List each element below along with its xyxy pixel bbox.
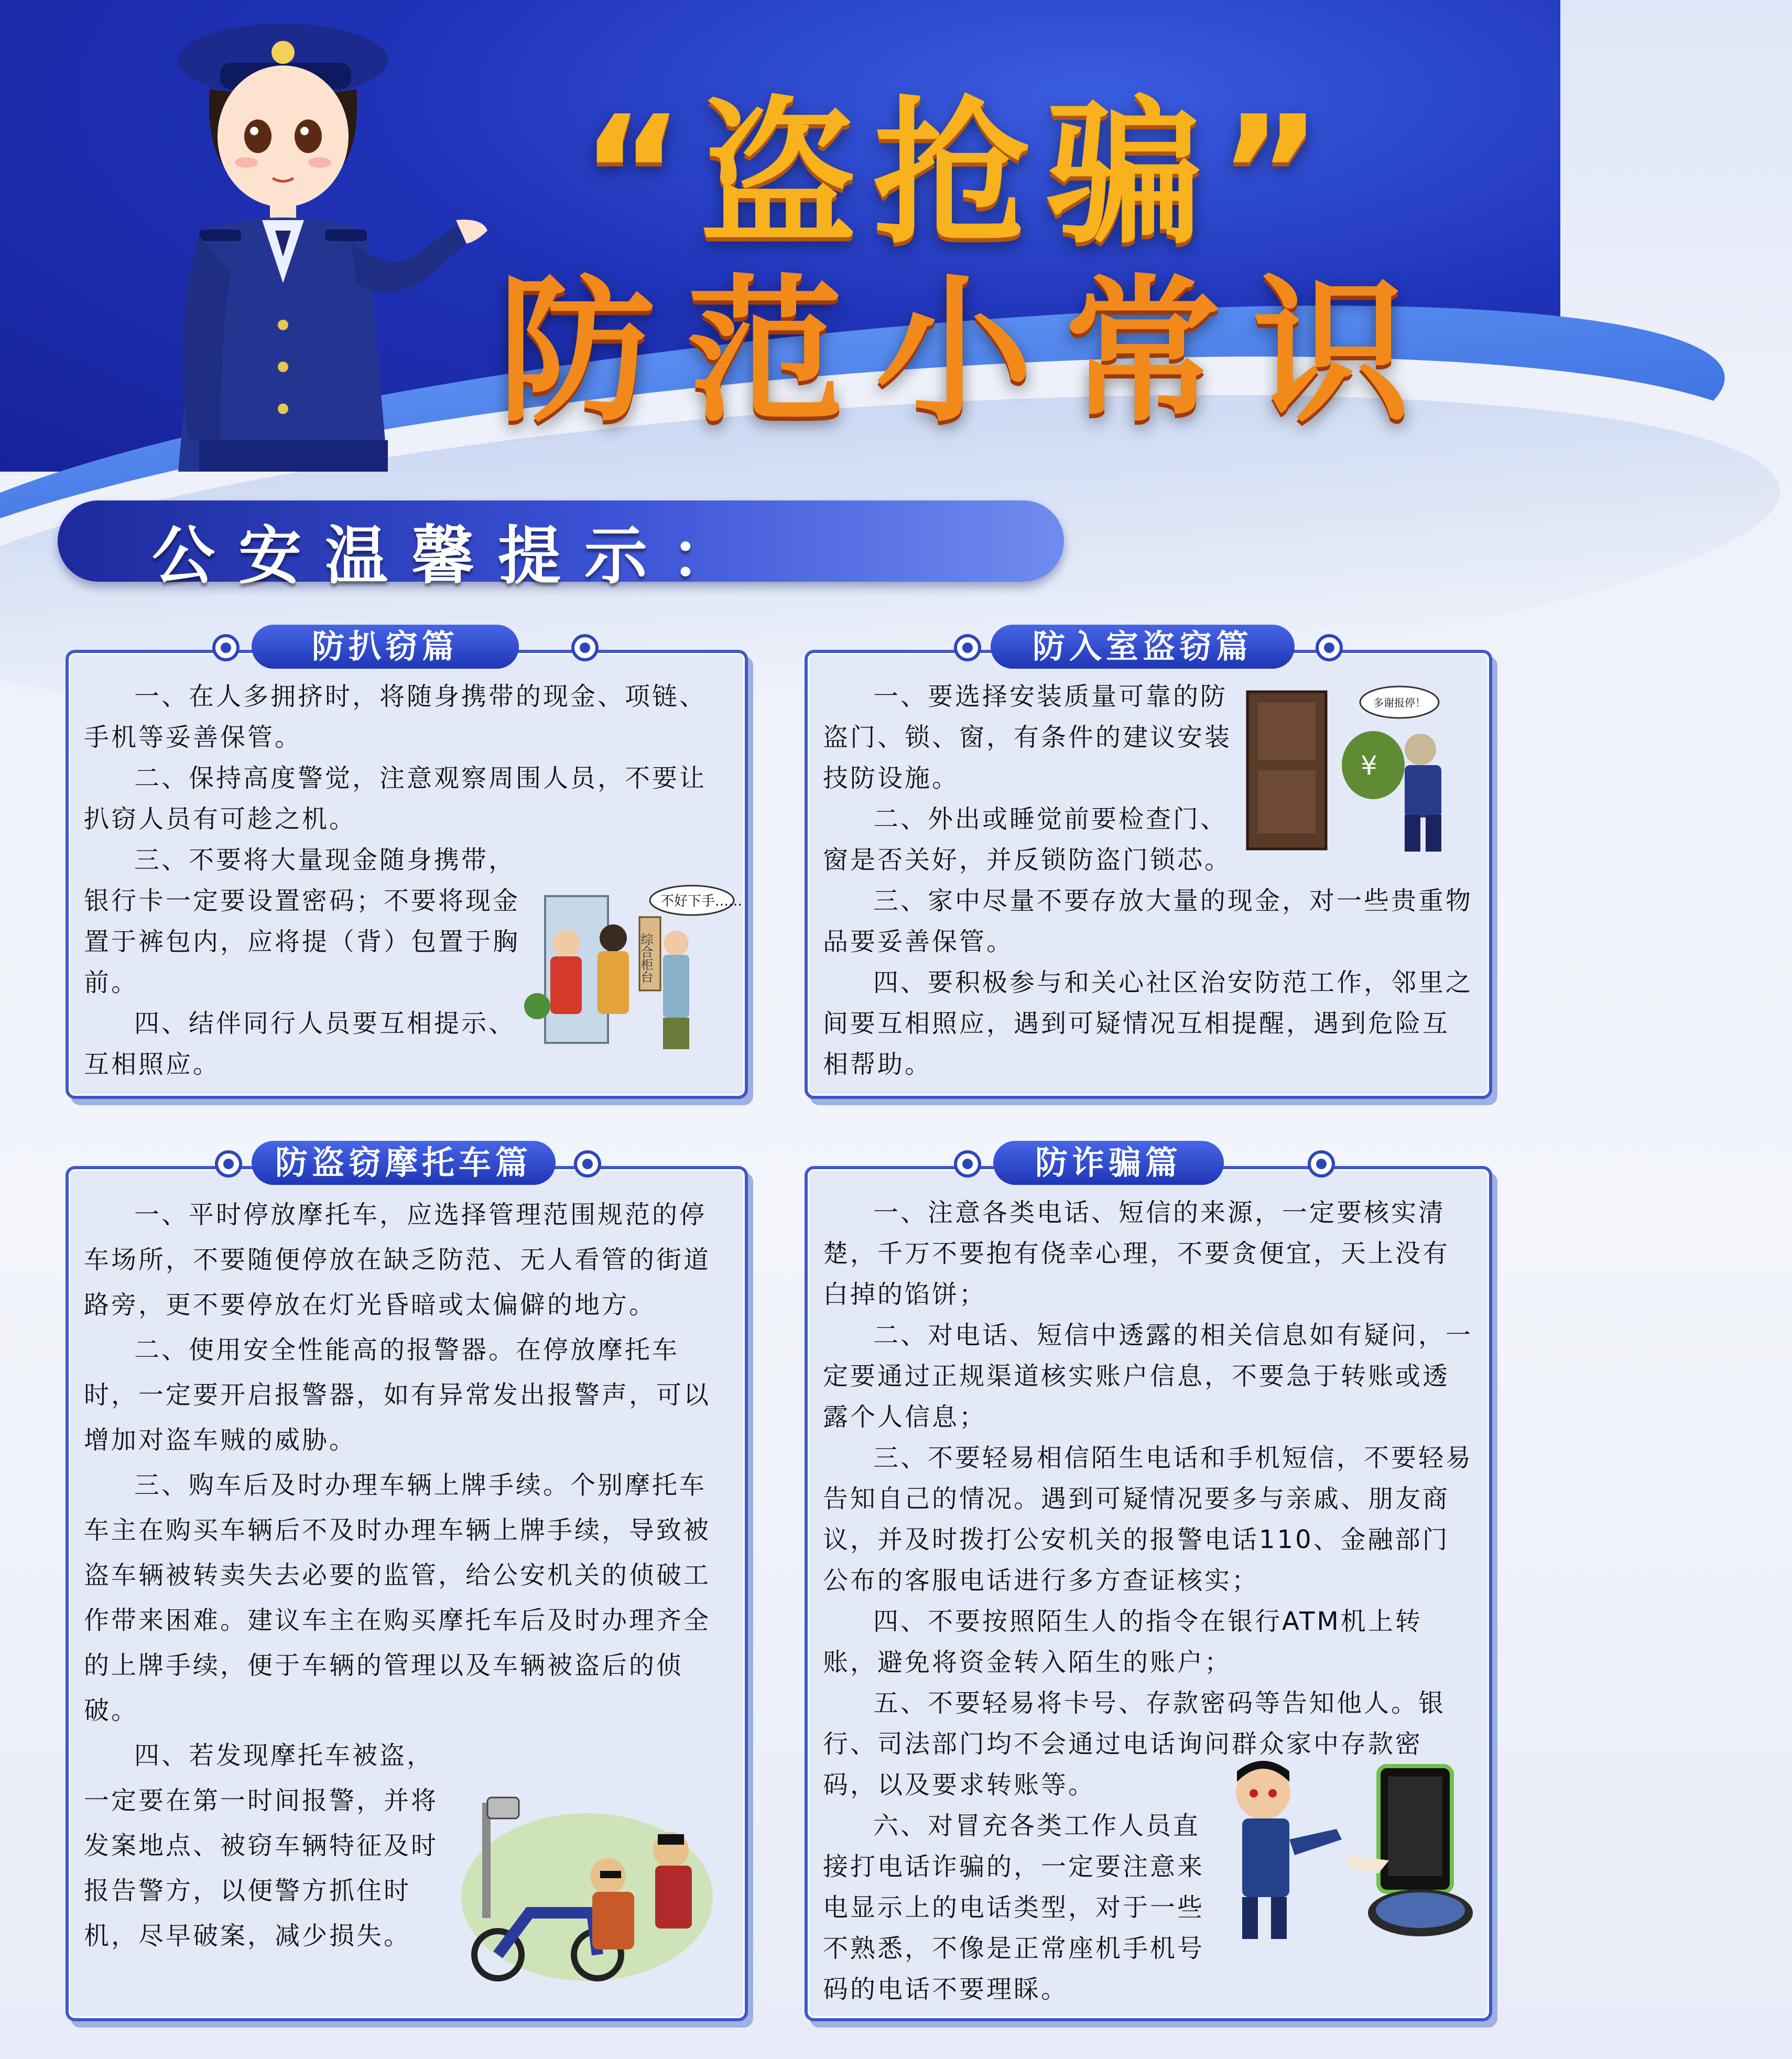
ring-ornament-icon xyxy=(954,1150,981,1178)
burglar-illustration xyxy=(1237,681,1478,859)
list-item: 三、购车后及时办理车辆上牌手续。个别摩托车车主在购买车辆后不及时办理车辆上牌手续，导致被盗车辆被转卖失去必要的监管，给公安机关的侦破工作带来困难。建议车主在购买摩托车后及时办理齐全的上牌手续，便于车辆的管理以及车辆被盗后的侦破。 xyxy=(84,1470,711,1725)
bubble-text: 多谢报停！ xyxy=(1373,696,1426,709)
list-item: 五、不要轻易将卡号、存款密码等告知他人。银行、司法部门均不会通过电话询问群众家中存款密码，以及要求转账等。 xyxy=(823,1688,1446,1800)
counter-sign-text: 综合柜台 xyxy=(638,933,653,983)
list-item: 二、对电话、短信中透露的相关信息如有疑问，一定要通过正规渠道核实账户信息，不要急于转账或透露个人信息； xyxy=(823,1321,1473,1432)
header xyxy=(0,0,1560,472)
list-item: 一、在人多拥挤时，将随身携带的现金、项链、手机等妥善保管。 xyxy=(84,682,707,752)
list-item: 四、不要按照陌生人的指令在银行ATM机上转账，避免将资金转入陌生的账户； xyxy=(823,1607,1422,1677)
phone-fraud-illustration xyxy=(1221,1756,1478,1944)
list-item-text: 三、不要将大量现金随身携带，银行卡一定要设置密码；不要将现金置于裤包内，应将提（背）包置于胸前。 xyxy=(84,845,520,997)
list-item: 二、外出或睡觉前要检查门、窗是否关好，并反锁防盗门锁芯。 xyxy=(823,804,1232,875)
ring-ornament-icon xyxy=(574,1150,601,1178)
list-item: 二、使用安全性能高的报警器。在停放摩托车时，一定要开启报警器，如有异常发出报警声，可以增加对盗车贼的威胁。 xyxy=(84,1335,711,1455)
panel-title-fraud: 防诈骗篇 xyxy=(993,1141,1224,1185)
panel-title-pickpocket: 防扒窃篇 xyxy=(252,625,519,669)
panel-title-burglary: 防入室盗窃篇 xyxy=(991,625,1295,669)
list-item: 一、平时停放摩托车，应选择管理范围规范的停车场所，不要随便停放在缺乏防范、无人看管的街道路旁，更不要停放在灯光昏暗或太偏僻的地方。 xyxy=(84,1200,711,1320)
police-officer-illustration xyxy=(142,10,487,472)
pickpocket-illustration xyxy=(529,880,743,1059)
bubble-text: 不好下手…… xyxy=(660,894,743,909)
poster-title-line1: “盗抢骗” xyxy=(580,82,1338,265)
list-item: 三、不要轻易相信陌生电话和手机短信，不要轻易告知自己的情况。遇到可疑情况要多与亲戚、朋友商议，并及时拨打公安机关的报警电话110、金融部门公布的客服电话进行多方查证核实； xyxy=(823,1443,1473,1595)
ring-ornament-icon xyxy=(212,634,240,661)
list-item: 四、若发现摩托车被盗，一定要在第一时间报警，并将发案地点、被窃车辆特征及时报告警方，以便警方抓住时机，尽早破案，减少损失。 xyxy=(84,1741,439,1951)
svg-text:¥: ¥ xyxy=(1361,750,1377,781)
ring-ornament-icon xyxy=(215,1150,242,1178)
list-item: 三、家中尽量不要存放大量的现金，对一些贵重物品要妥善保管。 xyxy=(823,886,1473,956)
list-item: 二、保持高度警觉，注意观察周围人员，不要让扒窃人员有可趁之机。 xyxy=(84,764,707,834)
ring-ornament-icon xyxy=(1316,634,1343,661)
tips-banner xyxy=(58,500,1064,593)
list-item: 四、要积极参与和关心社区治安防范工作，邻里之间要互相照应，遇到可疑情况互相提醒，遇到危险互相帮助。 xyxy=(823,968,1473,1079)
ring-ornament-icon xyxy=(1308,1150,1335,1178)
tips-banner-label: 公安温馨提示： xyxy=(152,520,757,593)
list-item: 六、对冒充各类工作人员直接打电话诈骗的，一定要注意来电显示上的电话类型，对于一些不熟悉，不像是正常座机手机号码的电话不要理睬。 xyxy=(823,1811,1205,2004)
ring-ornament-icon xyxy=(954,634,981,661)
list-item: 四、结伴同行人员要互相提示、互相照应。 xyxy=(84,1009,516,1079)
list-item xyxy=(84,840,535,1003)
panel-title-motorcycle: 防盗窃摩托车篇 xyxy=(252,1141,556,1185)
motorcycle-theft-illustration xyxy=(451,1792,723,1991)
list-item: 一、注意各类电话、短信的来源，一定要核实清楚，千万不要抱有侥幸心理，不要贪便宜，天上没有白掉的馅饼； xyxy=(823,1198,1450,1309)
poster-title-line2: 防范小常识 xyxy=(498,260,1441,443)
ring-ornament-icon xyxy=(571,634,599,661)
list-item: 一、要选择安装质量可靠的防盗门、锁、窗，有条件的建议安装技防设施。 xyxy=(823,682,1232,793)
